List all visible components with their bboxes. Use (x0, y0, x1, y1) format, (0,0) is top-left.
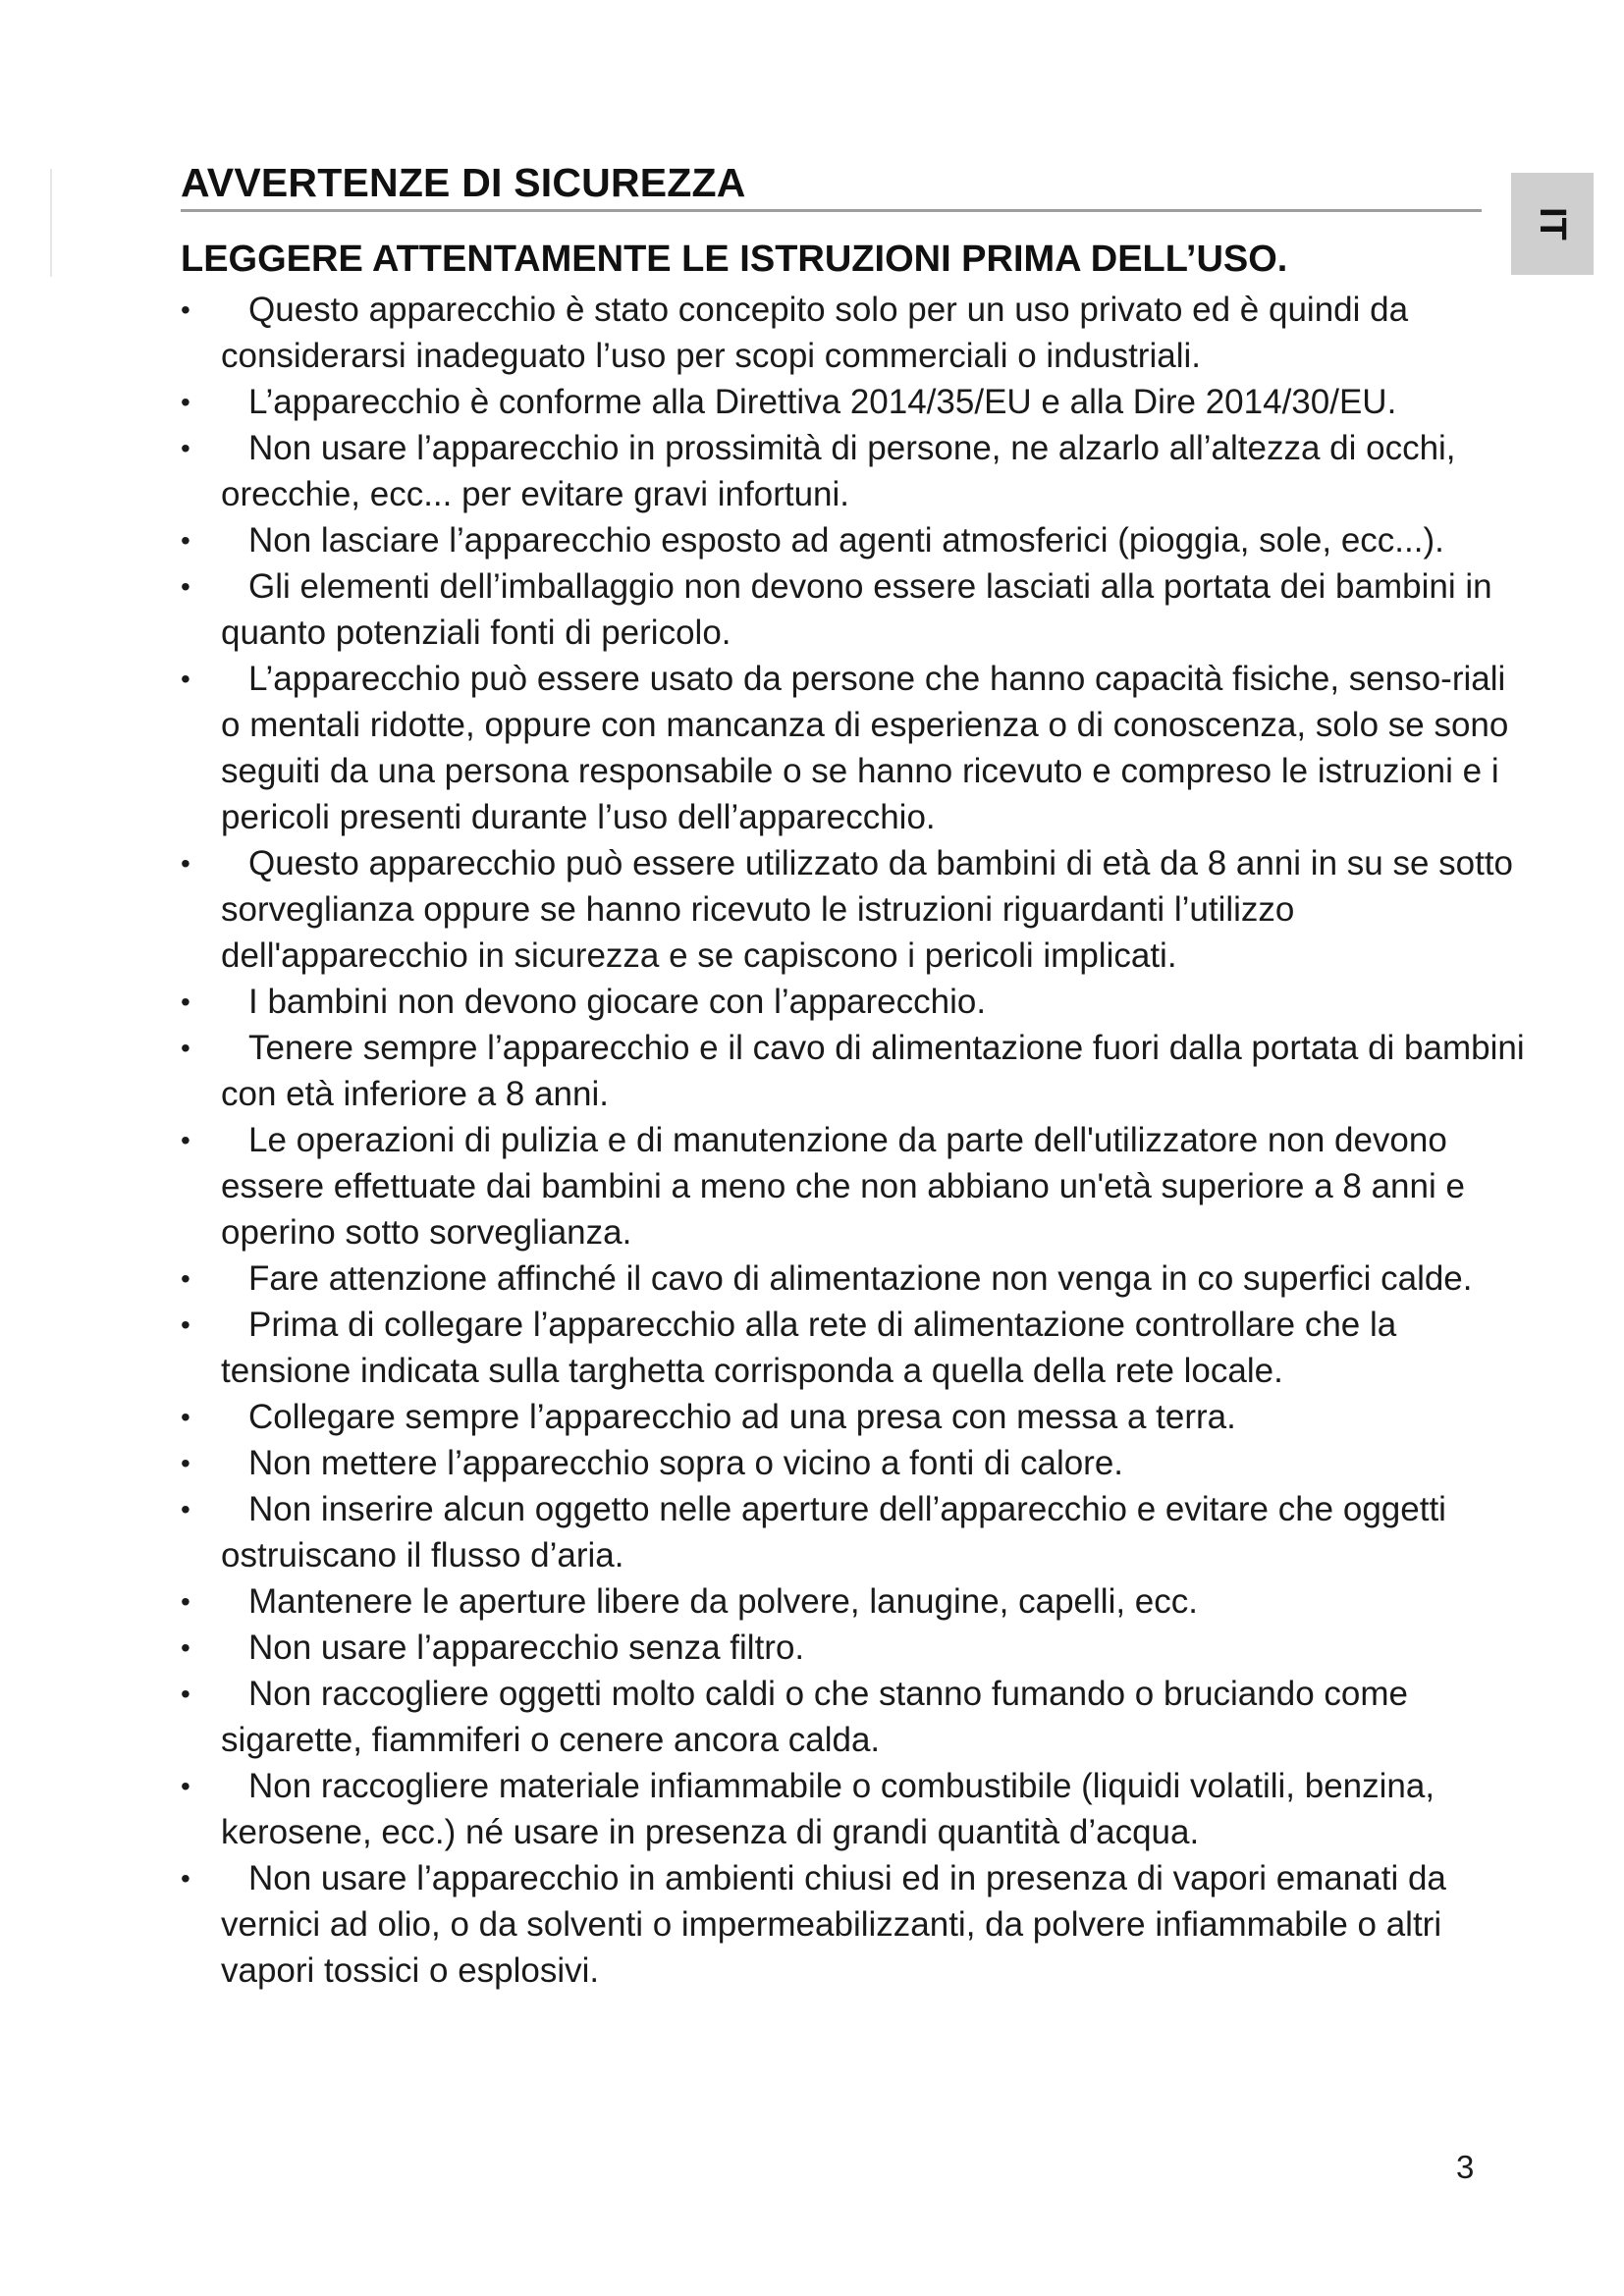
warning-item: • L’apparecchio è conforme alla Direttiva 2014/35/EU e alla Dire 2014/30/EU. (0, 379, 1527, 425)
warning-item: • Fare attenzione affinché il cavo di alimentazione non venga in co superfici calde. (0, 1255, 1527, 1302)
warning-item: • Mantenere le aperture libere da polvere, lanugine, capelli, ecc. (0, 1578, 1527, 1625)
warning-item: • L’apparecchio può essere usato da persone che hanno capacità fisiche, senso-riali o mentali ridotte, oppure con mancanza di esperienza o di conoscenza, solo se sono seguiti da una persona responsabile o se hanno ricevuto e compreso le istruzioni e i pericoli presenti durante l’uso dell’apparecchio. (0, 656, 1527, 840)
warning-item: • Collegare sempre l’apparecchio ad una presa con messa a terra. (0, 1394, 1527, 1440)
warning-item: • Tenere sempre l’apparecchio e il cavo di alimentazione fuori dalla portata di bambini con età inferiore a 8 anni. (0, 1025, 1527, 1117)
warning-item: • Gli elementi dell’imballaggio non devono essere lasciati alla portata dei bambini in quanto potenziali fonti di pericolo. (0, 563, 1527, 656)
warning-item: • Non lasciare l’apparecchio esposto ad agenti atmosferici (pioggia, sole, ecc...). (0, 517, 1527, 563)
warning-item: • Prima di collegare l’apparecchio alla rete di alimentazione controllare che la tensione indicata sulla targhetta corrisponda a quella della rete locale. (0, 1302, 1527, 1394)
warning-item: • Non usare l’apparecchio in prossimità di persone, ne alzarlo all’altezza di occhi, orecchie, ecc... per evitare gravi infortuni. (0, 425, 1527, 517)
warning-item: • Non inserire alcun oggetto nelle aperture dell’apparecchio e evitare che oggetti ostruiscano il flusso d’aria. (0, 1486, 1527, 1578)
warning-item: • Le operazioni di pulizia e di manutenzione da parte dell'utilizzatore non devono essere effettuate dai bambini a meno che non abbiano un'età superiore a 8 anni e operino sotto sorveglianza. (0, 1117, 1527, 1255)
subtitle: LEGGERE ATTENTAMENTE LE ISTRUZIONI PRIMA DELL’USO. (181, 239, 1288, 280)
warning-item: • Non usare l’apparecchio senza filtro. (0, 1625, 1527, 1671)
page-number: 3 (1456, 2149, 1475, 2185)
language-tab (1511, 173, 1594, 275)
margin-mark (50, 169, 52, 277)
warnings-list (0, 287, 1624, 1994)
warning-item: • Non mettere l’apparecchio sopra o vicino a fonti di calore. (0, 1440, 1527, 1486)
page-title: AVVERTENZE DI SICUREZZA (181, 160, 746, 205)
warning-item: • I bambini non devono giocare con l’apparecchio. (0, 979, 1527, 1025)
warning-item: • Questo apparecchio è stato concepito solo per un uso privato ed è quindi da considerarsi inadeguato l’uso per scopi commerciali o industriali. (0, 287, 1527, 379)
title-divider (181, 209, 1482, 212)
language-tab-label: IT (1532, 207, 1573, 240)
warning-item: • Non usare l’apparecchio in ambienti chiusi ed in presenza di vapori emanati da vernici ad olio, o da solventi o impermeabilizzanti, da polvere infiammabile o altri vapori tossici o esplosivi. (0, 1855, 1527, 1994)
warning-item: • Questo apparecchio può essere utilizzato da bambini di età da 8 anni in su se sotto sorveglianza oppure se hanno ricevuto le istruzioni riguardanti l’utilizzo dell'apparecchio in sicurezza e se capiscono i pericoli implicati. (0, 840, 1527, 979)
warning-item: • Non raccogliere materiale infiammabile o combustibile (liquidi volatili, benzina, kerosene, ecc.) né usare in presenza di grandi quantità d’acqua. (0, 1763, 1527, 1855)
warning-item: • Non raccogliere oggetti molto caldi o che stanno fumando o bruciando come sigarette, fiammiferi o cenere ancora calda. (0, 1671, 1527, 1763)
